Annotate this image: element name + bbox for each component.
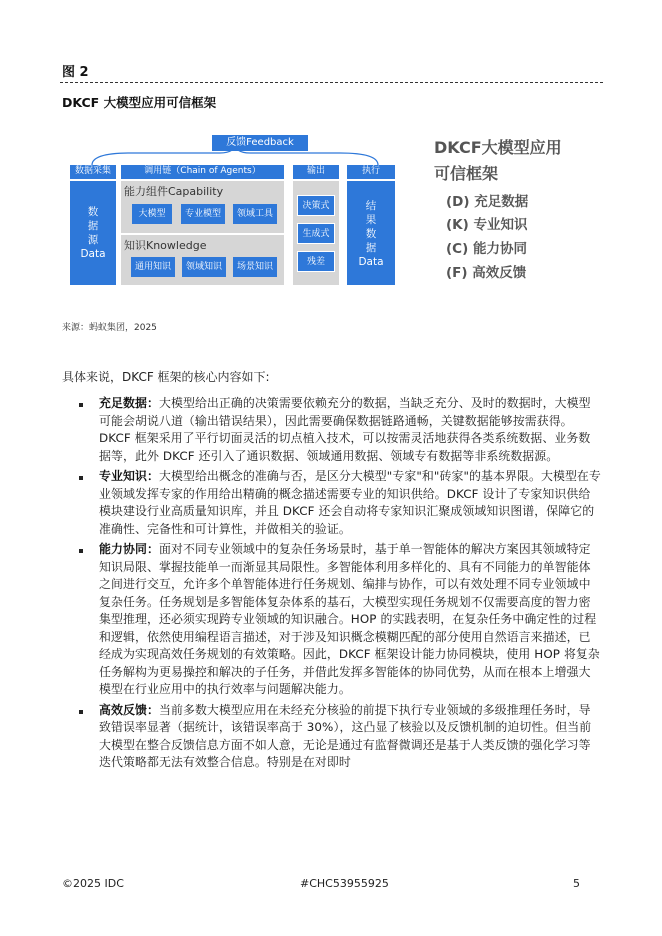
- result-data-char: 数: [365, 228, 377, 240]
- knowledge-panel: [121, 235, 284, 285]
- bullet-icon: [79, 476, 83, 480]
- bullet-icon: [79, 549, 83, 553]
- intro-paragraph: 具体来说，DKCF 框架的核心内容如下:: [62, 370, 270, 384]
- result-data-box: [347, 181, 395, 285]
- output-item: 生成式: [297, 223, 335, 244]
- list-item: [62, 541, 602, 699]
- figure-title: DKCF 大模型应用可信框架: [62, 95, 217, 110]
- side-title: [434, 135, 562, 187]
- dkcf-diagram: [70, 133, 400, 287]
- output-item: 决策式: [297, 195, 335, 216]
- footer-copyright: ©2025 IDC: [62, 877, 124, 890]
- output-header: 输出: [293, 165, 339, 179]
- data-source-box: [70, 181, 116, 285]
- bullet-term: 高效反馈：: [99, 702, 159, 717]
- knowledge-label: 知识Knowledge: [124, 239, 207, 252]
- knowledge-item: 领域知识: [182, 257, 226, 277]
- capability-panel: [121, 181, 284, 233]
- divider: [60, 82, 603, 83]
- result-data-char: 果: [365, 214, 377, 226]
- list-item: [62, 395, 602, 465]
- bullet-icon: [79, 710, 83, 714]
- list-item: [62, 702, 602, 772]
- bullet-term: 充足数据：: [99, 396, 159, 410]
- data-source-char: 数: [87, 206, 99, 218]
- bullet-text: 面对不同专业领域中的复杂任务场景时，基于单一智能体的解决方案因其领域特定知识局限、掌握技能单一而渐显其局限性。多智能体利用多样化的、具有不同能力的单智能体之间进行交互，允许多个单智能体进行任务规划、编排与协作，可以有效处理不同专业领域中复杂任务。任务规划是多智能体复杂体系的基石，大模型实现任务规划不仅需要高度的智力密集型推理，还必须实现跨专业领域的知识融合。HOP 的实践表明，在复杂任务中确定性的过程和逻辑，依然使用编程语言描述，对于涉及知识概念模糊匹配的部分使用自然语言来描述，已经成为实现高效任务规划的有效策略。因此，DKCF 框架设计能力协同模块，使用 HOP 将复杂任务解构为更易操控和解决的子任务，并借此发挥多智能体的协同优势，从而在根本上增强大模型在行业应用中的执行效率与问题解决能力。: [99, 542, 600, 696]
- capability-label: 能力组件Capability: [124, 185, 224, 198]
- bullet-term: 能力协同：: [99, 542, 159, 556]
- figure-label: 图 2: [62, 65, 89, 80]
- feedback-label: 反馈Feedback: [212, 135, 308, 151]
- list-item: [62, 468, 602, 538]
- capability-item: 大模型: [132, 204, 172, 224]
- result-data-char: Data: [358, 256, 384, 268]
- capability-item: 领域工具: [233, 204, 277, 224]
- bullet-text: 大模型给出概念的准确与否，是区分大模型"专家"和"砖家"的基本界限。大模型在专业领域发挥专家的作用给出精确的概念描述需要专业的知识供给。DKCF 设计了专家知识供给模块建设行业高质量知识库，并且 DKCF 还会自动将专家知识汇聚成领域知识图谱，保障它的准确性、完备性和可计算性，并做相关的验证。: [99, 469, 601, 536]
- capability-item: 专业模型: [181, 204, 225, 224]
- side-item: (K) 专业知识: [446, 217, 528, 233]
- bullet-text: 当前多数大模型应用在未经充分核验的前提下执行专业领域的多级推理任务时，导致错误率显著（据统计，该错误率高于 30%），这凸显了核验以及反馈机制的迫切性。但当前大模型在整合反馈信息方面不如人意，无论是通过有监督微调还是基于人类反馈的强化学习等迭代策略都无法有效整合信息。特别是在对即时: [99, 702, 592, 769]
- result-data-char: 结: [365, 200, 377, 212]
- knowledge-item: 通用知识: [131, 257, 175, 277]
- output-panel: [293, 181, 339, 285]
- side-title-line: DKCF大模型应用: [434, 138, 562, 157]
- data-collection-header: 数据采集: [70, 165, 116, 179]
- bullet-list: [62, 395, 602, 775]
- data-source-char: 据: [87, 220, 99, 232]
- side-item: (D) 充足数据: [446, 194, 529, 210]
- knowledge-item: 场景知识: [233, 257, 277, 277]
- bullet-text: 大模型给出正确的决策需要依赖充分的数据，当缺乏充分、及时的数据时，大模型可能会胡说八道（输出错误结果），因此需要确保数据链路通畅，关键数据能够按需获得。DKCF 框架采用了平行切面灵活的切点植入技术，可以按需灵活地获得各类系统数据、业务数据等，此外 DKCF 还引入了通识数据、领域通用数据、领域专有数据等非系统数据源。: [99, 396, 591, 463]
- side-item: (C) 能力协同: [446, 241, 527, 257]
- side-title-line: 可信框架: [434, 164, 499, 183]
- output-item: 残差: [297, 251, 335, 272]
- execute-header: 执行: [347, 165, 395, 179]
- data-source-char: 源: [87, 234, 99, 246]
- side-item: (F) 高效反馈: [446, 265, 527, 281]
- footer-page-number: 5: [573, 877, 580, 890]
- result-data-char: 据: [365, 242, 377, 254]
- bullet-icon: [79, 403, 83, 407]
- bullet-term: 专业知识：: [99, 469, 159, 483]
- call-chain-header: 调用链（Chain of Agents）: [121, 165, 284, 179]
- figure-source: 来源：蚂蚁集团，2025: [62, 323, 157, 333]
- footer-doc-id: #CHC53955925: [300, 877, 389, 890]
- data-source-char: Data: [80, 248, 106, 260]
